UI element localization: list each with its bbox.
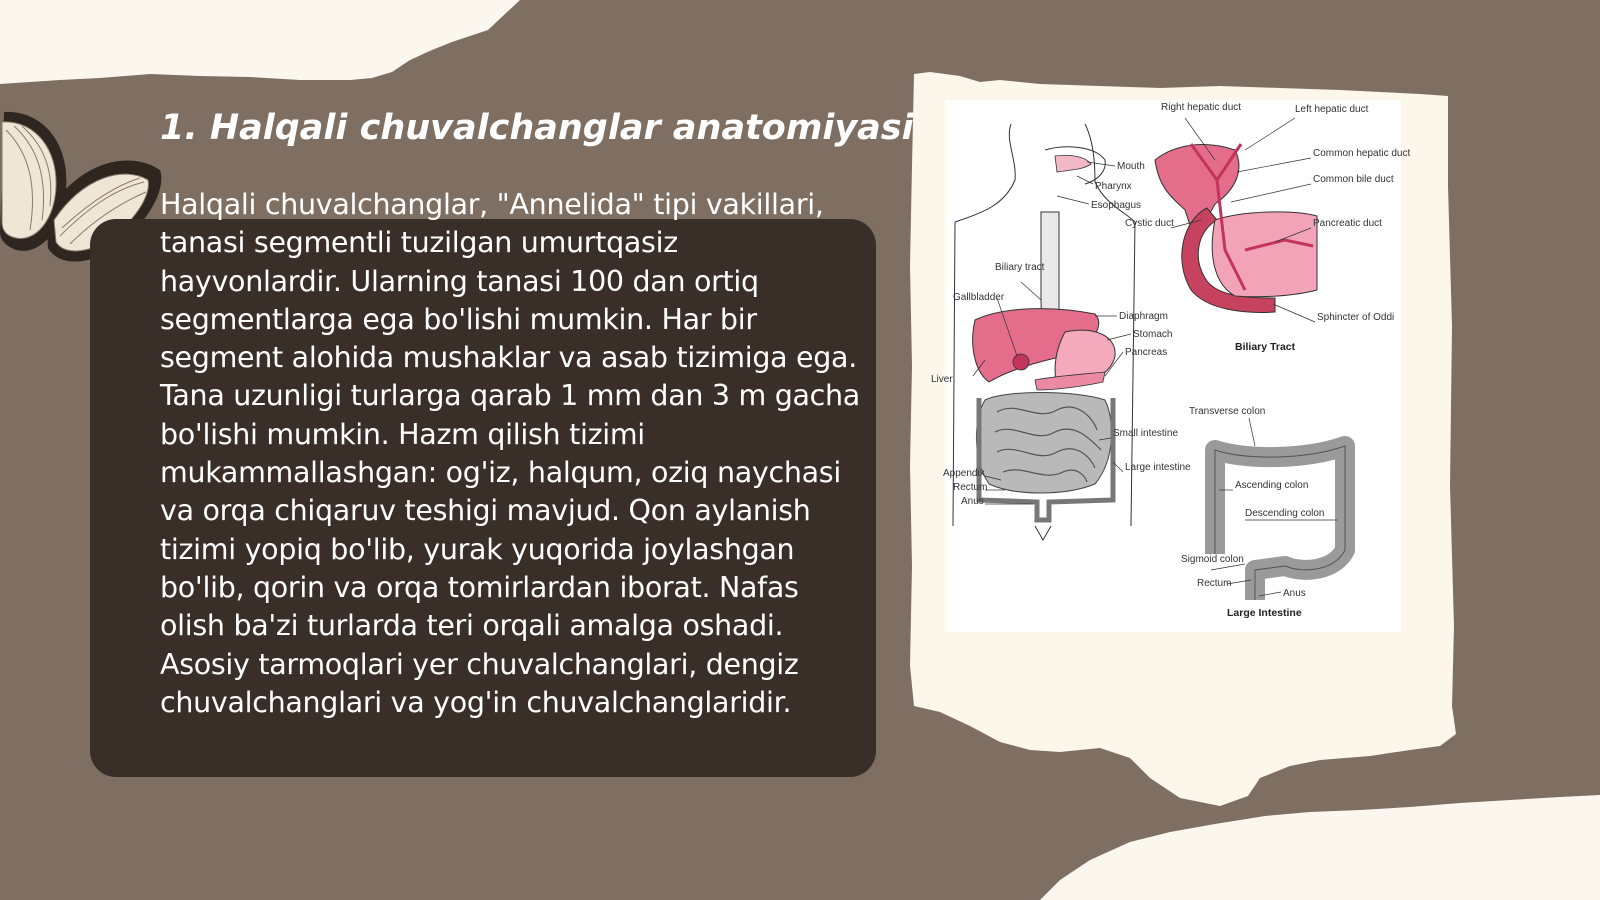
label-esophagus: Esophagus xyxy=(1091,200,1142,211)
label-stomach: Stomach xyxy=(1133,329,1173,340)
label-common-bile-duct: Common bile duct xyxy=(1313,174,1394,185)
label-transverse-colon: Transverse colon xyxy=(1189,406,1266,417)
caption-large-intestine: Large Intestine xyxy=(1227,607,1302,619)
label-liver: Liver xyxy=(931,374,953,385)
label-sphincter-of-oddi: Sphincter of Oddi xyxy=(1317,312,1395,323)
caption-biliary-tract: Biliary Tract xyxy=(1235,341,1296,353)
mouth-shape xyxy=(1055,155,1091,172)
digestive-system-illustration xyxy=(931,124,1191,540)
label-large-intestine: Large intestine xyxy=(1125,462,1191,473)
label-anus-colon: Anus xyxy=(1283,588,1306,599)
label-descending-colon: Descending colon xyxy=(1245,508,1325,519)
label-pharynx: Pharynx xyxy=(1095,181,1132,192)
label-small-intestine: Small intestine xyxy=(1113,428,1179,439)
label-diaphragm: Diaphragm xyxy=(1119,311,1168,322)
label-pancreatic-duct: Pancreatic duct xyxy=(1313,218,1382,229)
label-left-hepatic-duct: Left hepatic duct xyxy=(1295,104,1369,115)
label-common-hepatic-duct: Common hepatic duct xyxy=(1313,148,1411,159)
label-gallbladder: Gallbladder xyxy=(953,292,1005,303)
body-text: Halqali chuvalchanglar, "Annelida" tipi vakillari, tanasi segmentli tuzilgan umurtqasiz hayvonlardir. Ularning tanasi 100 dan ortiq segmentlarga ega bo'lishi mumkin. Har bir segment alohida mushaklar va asab tizimiga ega. Tana uzunligi turlarga qarab 1 mm dan 3 m gacha bo'lishi mumkin. Hazm qilish tizimi mukammallashgan: og'iz, halqum, oziq naychasi va orqa chiqaruv teshigi mavjud. Qon aylanish tizimi yopiq bo'lib, yurak yuqorida joylashgan bo'lib, qorin va orqa tomirlardan iborat. Nafas olish ba'zi turlarda teri orqali amalga oshadi. Asosiy tarmoqlari yer chuvalchanglari, dengiz chuvalchanglari va yog'in chuvalchanglaridir. xyxy=(160,188,860,719)
label-ascending-colon: Ascending colon xyxy=(1235,480,1309,491)
large-intestine-illustration xyxy=(1181,406,1345,619)
label-mouth: Mouth xyxy=(1117,161,1145,172)
gallbladder-shape xyxy=(1013,354,1029,370)
label-pancreas: Pancreas xyxy=(1125,347,1168,358)
label-rectum-colon: Rectum xyxy=(1197,578,1232,589)
label-cystic-duct: Cystic duct xyxy=(1125,218,1174,229)
label-sigmoid-colon: Sigmoid colon xyxy=(1181,554,1244,565)
slide-title: 1. Halqali chuvalchanglar anatomiyasi xyxy=(160,108,914,148)
label-right-hepatic-duct: Right hepatic duct xyxy=(1161,102,1242,113)
label-rectum: Rectum xyxy=(953,482,988,493)
small-intestine-shape xyxy=(976,393,1111,494)
anatomy-figure xyxy=(931,100,1411,632)
label-biliary-tract: Biliary tract xyxy=(995,262,1045,273)
colon-shape xyxy=(1215,446,1345,600)
label-appendix: Appendix xyxy=(943,468,985,479)
label-anus: Anus xyxy=(961,496,984,507)
